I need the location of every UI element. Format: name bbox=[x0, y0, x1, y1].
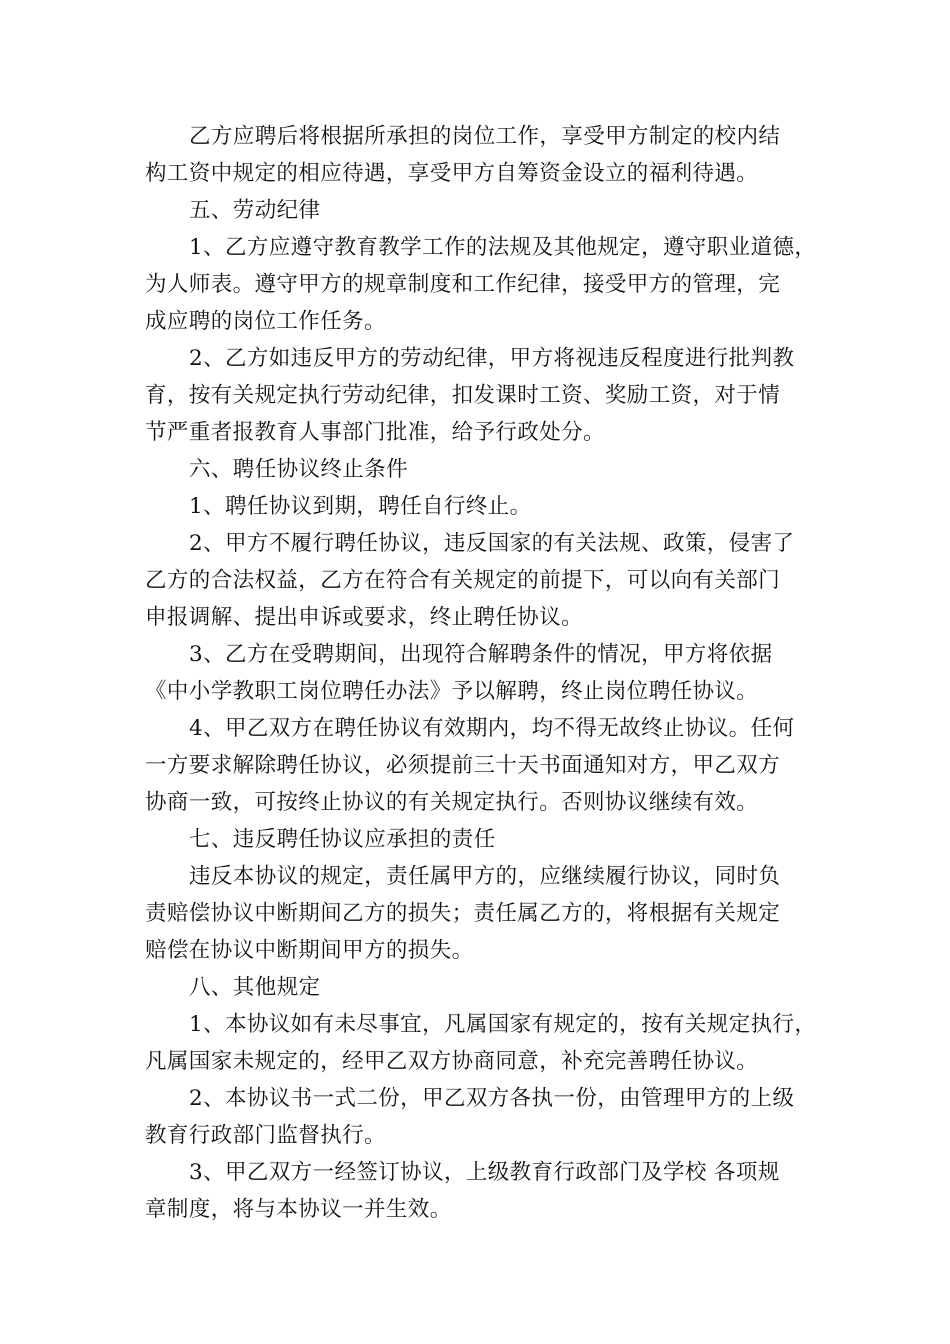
text-line: 2、甲方不履行聘任协议，违反国家的有关法规、政策，侵害了 bbox=[189, 531, 795, 556]
section-heading bbox=[145, 821, 813, 858]
document-paragraph bbox=[145, 710, 813, 821]
text-line: 六、聘任协议终止条件 bbox=[189, 457, 409, 482]
text-line: 教育行政部门监督执行。 bbox=[145, 1123, 386, 1148]
document-paragraph bbox=[145, 1006, 817, 1080]
text-line: 八、其他规定 bbox=[189, 975, 321, 1000]
document-paragraph bbox=[145, 525, 813, 636]
text-line: 1、乙方应遵守教育教学工作的法规及其他规定，遵守职业道德， bbox=[189, 235, 817, 260]
document-paragraph bbox=[145, 858, 813, 969]
text-line: 育，按有关规定执行劳动纪律，扣发课时工资、奖励工资，对于情 bbox=[145, 383, 781, 408]
text-line: 成应聘的岗位工作任务。 bbox=[145, 309, 386, 334]
text-line: 3、乙方在受聘期间，出现符合解聘条件的情况，甲方将依据 bbox=[189, 642, 773, 667]
document-paragraph bbox=[145, 1154, 813, 1228]
text-line: 七、违反聘任协议应承担的责任 bbox=[189, 827, 496, 852]
text-line: 为人师表。遵守甲方的规章制度和工作纪律，接受甲方的管理，完 bbox=[145, 272, 781, 297]
section-heading bbox=[145, 451, 813, 488]
document-paragraph bbox=[145, 1080, 813, 1154]
text-line: 1、本协议如有未尽事宜，凡属国家有规定的，按有关规定执行， bbox=[189, 1012, 817, 1037]
text-line: 赔偿在协议中断期间甲方的损失。 bbox=[145, 938, 474, 963]
text-line: 章制度，将与本协议一并生效。 bbox=[145, 1197, 452, 1222]
document-paragraph bbox=[145, 118, 813, 192]
text-line: 五、劳动纪律 bbox=[189, 198, 321, 223]
document-paragraph bbox=[145, 340, 813, 451]
text-line: 协商一致，可按终止协议的有关规定执行。否则协议继续有效。 bbox=[145, 790, 759, 815]
document-body bbox=[145, 118, 817, 1228]
text-line: 节严重者报教育人事部门批准，给予行政处分。 bbox=[145, 420, 605, 445]
text-line: 凡属国家未规定的，经甲乙双方协商同意，补充完善聘任协议。 bbox=[145, 1049, 759, 1074]
text-line: 3、甲乙双方一经签订协议，上级教育行政部门及学校 各项规 bbox=[189, 1160, 780, 1185]
text-line: 《中小学教职工岗位聘任办法》予以解聘，终止岗位聘任协议。 bbox=[145, 679, 759, 704]
section-heading bbox=[145, 192, 813, 229]
text-line: 申报调解、提出申诉或要求，终止聘任协议。 bbox=[145, 605, 584, 630]
text-line: 构工资中规定的相应待遇，享受甲方自筹资金设立的福利待遇。 bbox=[145, 161, 759, 186]
text-line: 乙方应聘后将根据所承担的岗位工作，享受甲方制定的校内结 bbox=[189, 124, 781, 149]
document-paragraph bbox=[145, 488, 813, 525]
document-paragraph bbox=[145, 636, 813, 710]
text-line: 2、本协议书一式二份，甲乙双方各执一份，由管理甲方的上级 bbox=[189, 1086, 795, 1111]
text-line: 1、聘任协议到期，聘任自行终止。 bbox=[189, 494, 532, 519]
text-line: 2、乙方如违反甲方的劳动纪律，甲方将视违反程度进行批判教 bbox=[189, 346, 795, 371]
text-line: 4、甲乙双方在聘任协议有效期内，均不得无故终止协议。任何 bbox=[189, 716, 795, 741]
section-heading bbox=[145, 969, 813, 1006]
text-line: 乙方的合法权益，乙方在符合有关规定的前提下，可以向有关部门 bbox=[145, 568, 781, 593]
document-paragraph bbox=[145, 229, 817, 340]
text-line: 一方要求解除聘任协议，必须提前三十天书面通知对方，甲乙双方 bbox=[145, 753, 781, 778]
text-line: 责赔偿协议中断期间乙方的损失；责任属乙方的，将根据有关规定 bbox=[145, 901, 781, 926]
text-line: 违反本协议的规定，责任属甲方的，应继续履行协议，同时负 bbox=[189, 864, 781, 889]
